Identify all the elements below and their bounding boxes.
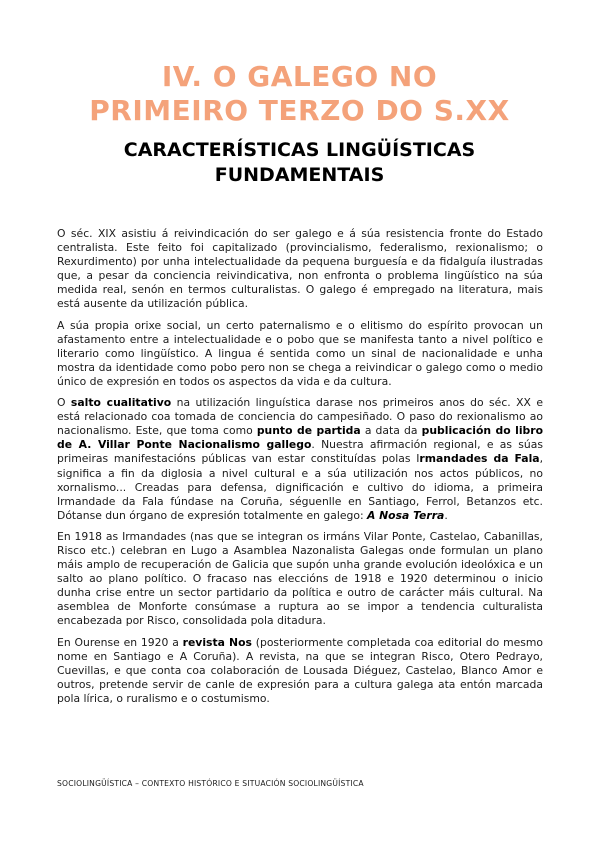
paragraph-3-bold-italic: A Nosa Terra (367, 508, 445, 522)
page-footer: SOCIOLINGÜÍSTICA – CONTEXTO HISTÓRICO E SITUACIÓN SOCIOLINGÜÍSTICA (57, 779, 364, 788)
paragraph-3-bold: rmandades da Fala (419, 452, 540, 466)
paragraph-5-bold: revista Nos (182, 635, 252, 649)
paragraph-5 (57, 636, 543, 706)
title-line-1: IV. O GALEGO NO (161, 60, 438, 93)
subtitle-line-2: FUNDAMENTAIS (214, 164, 385, 186)
title-line-2: PRIMEIRO TERZO DO S.XX (89, 94, 510, 127)
section-subtitle (40, 138, 559, 188)
paragraph-3-bold: punto de partida (256, 424, 361, 438)
paragraph-3-text: . (444, 508, 448, 522)
paragraph-2: A súa propia orixe social, un certo paternalismo e o elitismo do espírito provocan un afastamento entre a intelectualidade e o pobo que se manifesta tanto a nivel político e literario como lingüístico. A lingua é sentida como un sinal de nacionalidade e unha mostra da identidade como pobo pero non se chega a reivindicar o galego como o medio único de expresión en todos os aspectos da vida e da cultura. (57, 318, 543, 388)
document-body (57, 227, 543, 713)
paragraph-3-text: . Nuestra afirmación regional, e as súas primeiras manifestacións públicas van estar constituídas polas I (57, 438, 543, 466)
paragraph-3-text: O (57, 396, 71, 410)
paragraph-4: En 1918 as Irmandades (nas que se integran os irmáns Vilar Ponte, Castelao, Cabanillas, Risco etc.) celebran en Lugo a Asamblea Nazonalista Galegas onde formulan un plano máis amplo de recuperación de Galicia que supón unha grande evolución ideolóxica e un salto ao plano político. O fracaso nas eleccións de 1918 e 1920 determinou o inicio dunha crise entre un sector partidario da política e outro de carácter máis cultural. Na asemblea de Monforte consúmase a ruptura ao se impor a tendencia culturalista encabezada por Risco, consolidada pola ditadura. (57, 529, 543, 628)
paragraph-3-text: a data da (360, 424, 422, 438)
subtitle-line-1: CARACTERÍSTICAS LINGÜÍSTICAS (123, 139, 476, 161)
paragraph-3-bold: salto cualitativo (70, 396, 172, 410)
paragraph-1: O séc. XIX asistiu á reivindicación do ser galego e á súa resistencia fronte do Estado centralista. Este feito foi capitalizado (provincialismo, federalismo, rexionalismo; o Rexurdimento) por unha intelectualidade da pequena burguesía e da fidalguía ilustradas que, a pesar da conciencia reivindicativa, non enfronta o problema lingüístico na súa medida real, senón en termos culturalistas. O galego é empregado na literatura, mais está ausente da utilización pública. (57, 227, 543, 311)
page-title (40, 60, 559, 128)
paragraph-5-text: En Ourense en 1920 a (57, 635, 183, 649)
paragraph-3 (57, 396, 543, 523)
paragraph-5-text: (posteriormente completada coa editorial do mesmo nome en Santiago e A Coruña). A revista, na que se integran Risco, Otero Pedrayo, Cuevillas, e que conta coa colaboración de Lousada Diéguez, Castelao, Blanco Amor e outros, pretende servir de canle de expresión para a cultura galega ata entón marcada pola lírica, o ruralismo e o costumismo. (57, 635, 543, 705)
paragraph-3-text: , significa a fin da diglosia a nivel cultural e a súa utilización nos actos públicos, no xornalismo... Creadas para defensa, dignificación e cultivo do idioma, a primeira Irmandade da Fala fúndase na Coruña, séguenlle en Santiago, Ferrol, Betanzos etc. Dótanse dun órgano de expresión totalmente en galego: (57, 452, 543, 522)
paragraph-3-bold: publicación do libro de A. Villar Ponte Nacionalismo gallego (57, 424, 543, 452)
paragraph-3-text: na utilización linguística darase nos primeiros anos do séc. XX e está relacionado coa tomada de conciencia do campesiñado. O paso do rexionalismo ao nacionalismo. Este, que toma como (57, 396, 543, 438)
